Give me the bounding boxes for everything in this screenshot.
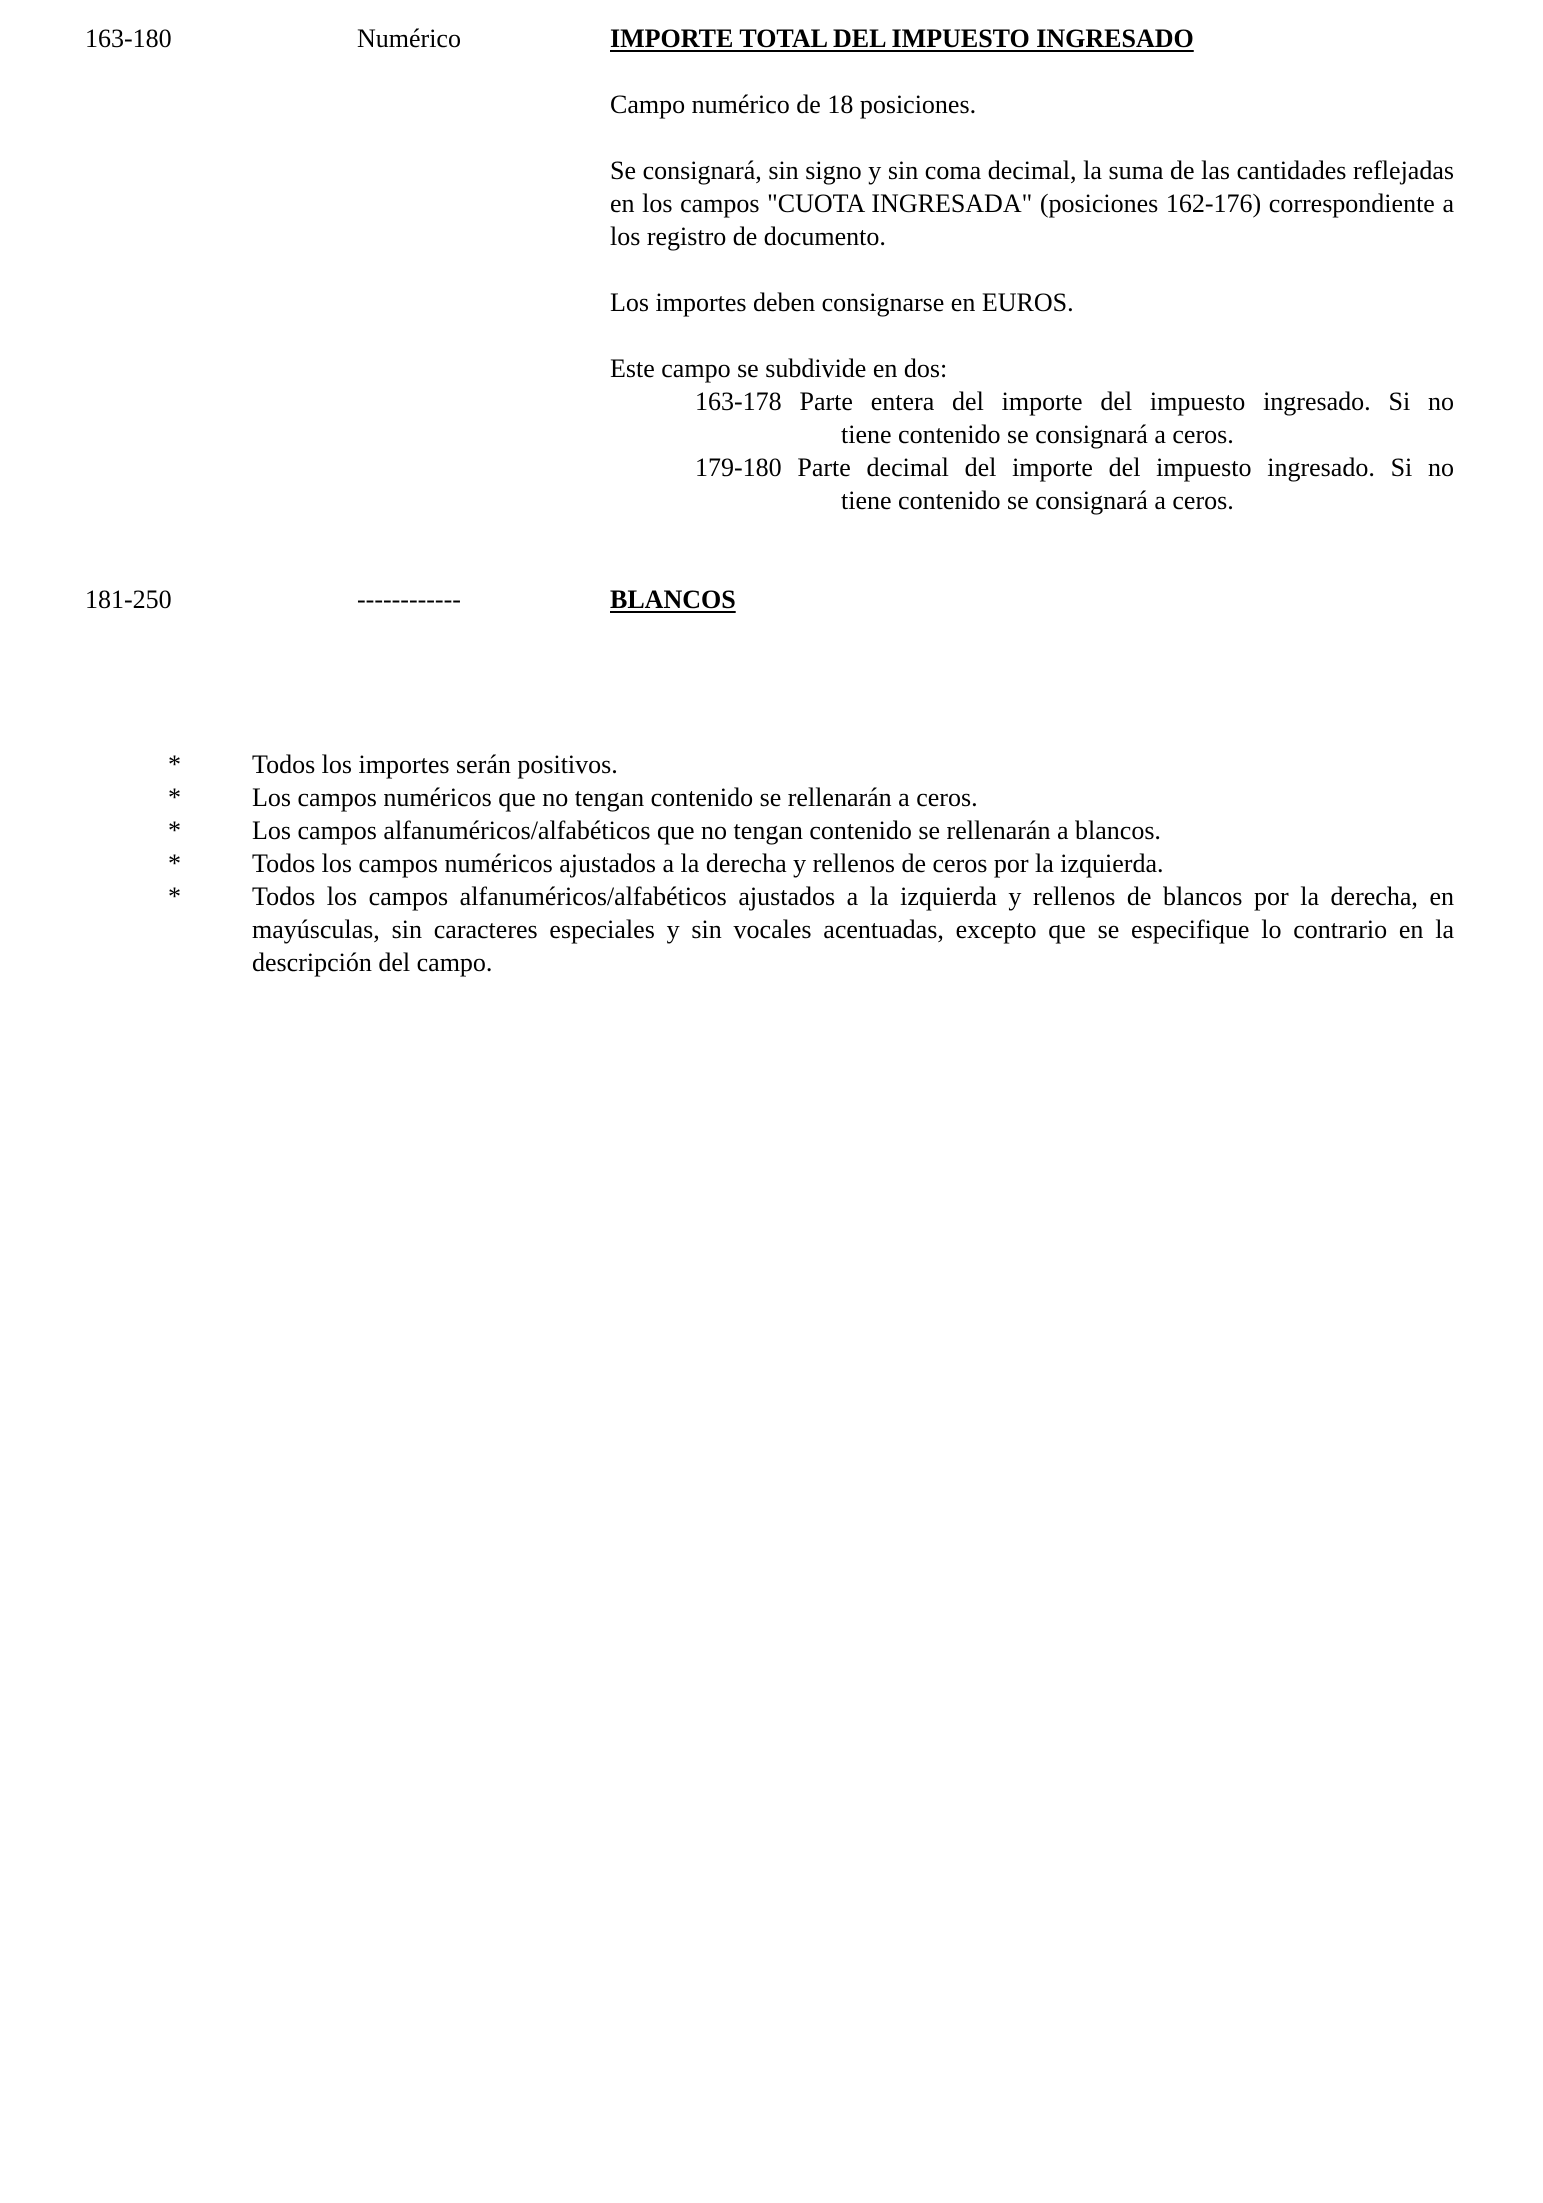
field-description-currency: Los importes deben consignarse en EUROS. <box>610 288 1074 317</box>
note-item: Todos los campos alfanuméricos/alfabéticos ajustados a la izquierda y rellenos de blancos por la derecha, en mayúsculas, sin caracteres especiales y sin vocales acentuadas, excepto que se especifique lo contrario en la descripción del campo. <box>252 882 1454 977</box>
note-item: Todos los importes serán positivos. <box>252 750 618 779</box>
subfield-163-178 <box>695 385 1454 451</box>
subfield-163-178-continuation: tiene contenido se consignará a ceros. <box>841 420 1234 449</box>
field-title-blancos: BLANCOS <box>610 585 736 614</box>
field-description-sum: Se consignará, sin signo y sin coma decimal, la suma de las cantidades reflejadas en los campos "CUOTA INGRESADA" (posiciones 162-176) correspondiente a los registro de documento. <box>610 156 1454 251</box>
field-position-181-250: 181-250 <box>85 585 172 614</box>
subfield-163-178-text: 163-178 Parte entera del importe del impuesto ingresado. Si no <box>695 387 1454 416</box>
field-description-subdivision: Este campo se subdivide en dos: <box>610 354 948 383</box>
bullet-marker: * <box>168 750 181 779</box>
field-position-163-180: 163-180 <box>85 24 172 53</box>
bullet-marker: * <box>168 783 181 812</box>
field-title-importe-total: IMPORTE TOTAL DEL IMPUESTO INGRESADO <box>610 24 1194 53</box>
note-item: Los campos alfanuméricos/alfabéticos que no tengan contenido se rellenarán a blancos. <box>252 816 1161 845</box>
bullet-marker: * <box>168 849 181 878</box>
field-type-numerico: Numérico <box>357 24 461 53</box>
bullet-marker: * <box>168 816 181 845</box>
field-type-dashes: ------------ <box>357 585 461 614</box>
bullet-marker: * <box>168 882 181 911</box>
field-description-length: Campo numérico de 18 posiciones. <box>610 90 977 119</box>
note-item: Los campos numéricos que no tengan contenido se rellenarán a ceros. <box>252 783 978 812</box>
subfield-179-180-text: 179-180 Parte decimal del importe del impuesto ingresado. Si no <box>695 453 1454 482</box>
subfield-179-180-continuation: tiene contenido se consignará a ceros. <box>841 486 1234 515</box>
note-item: Todos los campos numéricos ajustados a la derecha y rellenos de ceros por la izquierda. <box>252 849 1164 878</box>
subfield-179-180 <box>695 451 1454 517</box>
